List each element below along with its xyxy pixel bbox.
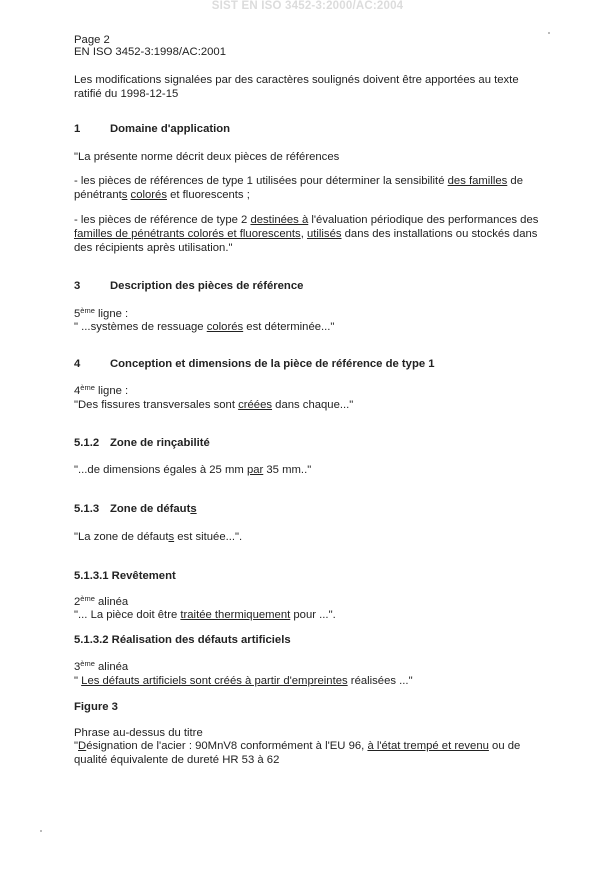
section-number: 5.1.2 [74, 437, 100, 449]
watermark: SIST EN ISO 3452-3:2000/AC:2004 [211, 0, 404, 12]
section-number: 4 [74, 358, 81, 370]
section-number: 5.1.3 [74, 503, 100, 515]
underlined-text: D [78, 740, 87, 752]
text-run: - les pièces de références de type 1 utilisées pour déterminer la sensibilité [74, 175, 448, 187]
text-run: dans des installations ou stockés dans [341, 228, 538, 240]
underlined-text: familles de pénétrants colorés et fluorescents [74, 228, 301, 240]
line-reference [74, 595, 128, 609]
text-run: ligne : [94, 308, 129, 320]
quote [74, 530, 242, 544]
paragraph: qualité équivalente de dureté HR 53 à 62 [74, 754, 280, 766]
text-run: 5 [74, 308, 81, 320]
underlined-text: colorés [206, 321, 244, 333]
quote [74, 463, 311, 477]
underlined-text: s [190, 503, 197, 515]
text-run: est déterminée..." [243, 321, 335, 333]
text-run: de [507, 175, 523, 187]
text-run: Zone de défaut [110, 503, 191, 515]
underlined-text: destinées à [250, 214, 309, 226]
section-heading [74, 503, 197, 515]
text-run: " [74, 740, 79, 752]
text-run: réalisées ..." [347, 675, 413, 687]
section-heading [74, 280, 303, 292]
text-run: alinéa [94, 661, 129, 673]
text-run: "Des fissures transversales sont [74, 399, 239, 411]
underlined-text: des familles [447, 175, 508, 187]
text-run: "...de dimensions égales à 25 mm [74, 464, 247, 476]
underlined-text: colorés [130, 189, 167, 201]
section-title: Description des pièces de référence [110, 280, 304, 292]
page-number: Page 2 [74, 34, 110, 46]
line-reference [74, 307, 128, 321]
quote [74, 608, 336, 622]
superscript: ème [80, 594, 95, 603]
text-run: l'évaluation périodique des performances des [308, 214, 539, 226]
text-run: est située...". [174, 531, 243, 543]
document-reference: EN ISO 3452-3:1998/AC:2001 [74, 46, 226, 58]
text-run: " ...systèmes de ressuage [74, 321, 207, 333]
text-run: "... La pièce doit être [74, 609, 181, 621]
underlined-text: s [121, 189, 128, 201]
superscript: ème [80, 306, 95, 315]
underlined-text: Les défauts artificiels sont créés à partir d'empreintes [81, 675, 348, 687]
superscript: ème [80, 659, 95, 668]
section-number: 1 [74, 123, 81, 135]
paragraph [74, 188, 250, 202]
underlined-text: traitée thermiquement [180, 609, 291, 621]
scan-speck [548, 32, 550, 34]
figure-title: Figure 3 [74, 701, 118, 713]
line-reference [74, 660, 128, 674]
text-run: "La zone de défaut [74, 531, 169, 543]
text-run: alinéa [94, 596, 129, 608]
section-title: Conception et dimensions de la pièce de référence de type 1 [110, 358, 435, 370]
intro-line-1: Les modifications signalées par des caractères soulignés doivent être apportées au texte [74, 74, 519, 86]
section-heading [74, 437, 210, 449]
paragraph: Phrase au-dessus du titre [74, 727, 203, 739]
section-number: 3 [74, 280, 81, 292]
paragraph [74, 174, 523, 188]
text-run: pour ...". [290, 609, 336, 621]
text-run: " [74, 675, 82, 687]
subsection-title: 5.1.3.2 Réalisation des défauts artificiels [74, 634, 291, 646]
text-run: ou de [488, 740, 521, 752]
text-run: , [300, 228, 307, 240]
section-title: Domaine d'application [110, 123, 231, 135]
underlined-text: par [246, 464, 264, 476]
text-run: 4 [74, 385, 81, 397]
underlined-text: s [168, 531, 175, 543]
quote [74, 320, 334, 334]
superscript: ème [80, 383, 95, 392]
text-run: et fluorescents ; [166, 189, 250, 201]
text-run: pénétrant [74, 189, 122, 201]
paragraph [74, 227, 537, 241]
subsection-title: 5.1.3.1 Revêtement [74, 570, 176, 582]
text-run: 35 mm.." [263, 464, 312, 476]
section-title: Zone de rinçabilité [110, 437, 210, 449]
quote [74, 674, 413, 688]
text-run: ligne : [94, 385, 129, 397]
scan-speck [40, 830, 42, 832]
text-run: ésignation de l'acier : 90MnV8 conformément à l'EU 96, [86, 740, 368, 752]
section-heading [74, 358, 435, 370]
text-run: dans chaque..." [272, 399, 354, 411]
line-reference [74, 384, 128, 398]
quote [74, 398, 353, 412]
text-run: 3 [74, 661, 81, 673]
underlined-text: utilisés [306, 228, 342, 240]
paragraph: des récipients après utilisation." [74, 242, 233, 254]
paragraph: "La présente norme décrit deux pièces de références [74, 151, 340, 163]
underlined-text: créées [238, 399, 273, 411]
section-title [110, 503, 197, 515]
paragraph [74, 213, 538, 227]
section-heading [74, 123, 230, 135]
text-run: - les pièces de référence de type 2 [74, 214, 251, 226]
quote [74, 739, 520, 753]
intro-line-2: ratifié du 1998-12-15 [74, 88, 179, 100]
text-run: 2 [74, 596, 81, 608]
underlined-text: à l'état trempé et revenu [367, 740, 489, 752]
